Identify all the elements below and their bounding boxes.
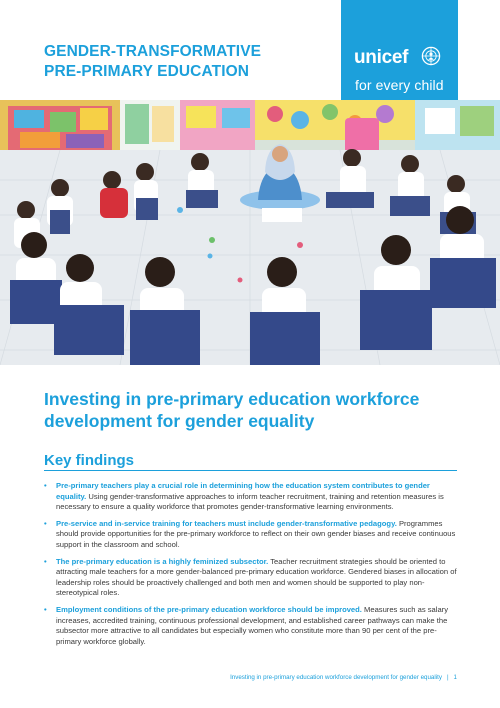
bullet-icon: •: [44, 481, 47, 490]
document-title-line2: development for gender equality: [44, 411, 315, 431]
heading-divider: [44, 470, 457, 471]
logo-wordmark: unicef: [354, 47, 409, 68]
finding-lead: Pre-service and in-service training for teachers must include gender-transformative pedagogy.: [56, 518, 397, 528]
bullet-icon: •: [44, 556, 47, 566]
series-title-line2: PRE-PRIMARY EDUCATION: [44, 63, 250, 80]
finding-item: [44, 605, 457, 647]
finding-body: Teacher recruitment strategies should be oriented to attracting male teachers for a more gender-balanced pre-primary education workforce. Gendered biases in allocation of leadership roles should be proactively challenged and both men and women should be supported to play non-stereotypical roles.: [56, 556, 457, 598]
classroom-illustration: [0, 100, 500, 365]
finding-body: Programmes should provide opportunities for the pre-primary workforce to reflect on their own gender biases and receive continuous support in the classroom and school.: [56, 518, 456, 549]
unicef-logo: [341, 0, 458, 110]
finding-item: [44, 481, 457, 513]
finding-body: Measures such as salary increases, accredited training, continuous professional development, and established career pathways can make the subsector more attractive to all candidates but especially women who constitute more than 90 per cent of the pre-primary workforce globally.: [56, 604, 449, 646]
document-title: [44, 388, 464, 432]
finding-body: Using gender-transformative approaches to inform teacher recruitment, training and retention measures is necessary to ensure a quality workforce that promotes gender-transformative learning environments.: [56, 491, 444, 512]
series-title-line1: GENDER-TRANSFORMATIVE: [44, 43, 262, 60]
document-title-line1: Investing in pre-primary education workforce: [44, 389, 420, 409]
page-header: [0, 0, 500, 100]
footer-separator: |: [446, 674, 449, 681]
finding-lead: The pre-primary education is a highly feminized subsector.: [56, 556, 269, 566]
bullet-icon: •: [44, 604, 47, 614]
classroom-photo: [0, 100, 500, 365]
series-title: [44, 42, 334, 82]
finding-lead: Pre-primary teachers play a crucial role in determining how the education system contributes to gender equality.: [56, 481, 430, 501]
key-findings-heading: Key findings: [44, 452, 135, 469]
page-number: 1: [453, 674, 457, 681]
unicef-emblem-icon: [421, 46, 441, 66]
footer-running-title: Investing in pre-primary education workforce development for gender equality: [230, 674, 442, 681]
page-footer: [0, 674, 457, 681]
key-findings-list: [44, 481, 457, 653]
finding-lead: Employment conditions of the pre-primary education workforce should be improved.: [56, 604, 362, 614]
logo-tagline: for every child: [355, 77, 444, 93]
finding-item: [44, 557, 457, 599]
finding-item: [44, 519, 457, 551]
bullet-icon: •: [44, 518, 47, 528]
